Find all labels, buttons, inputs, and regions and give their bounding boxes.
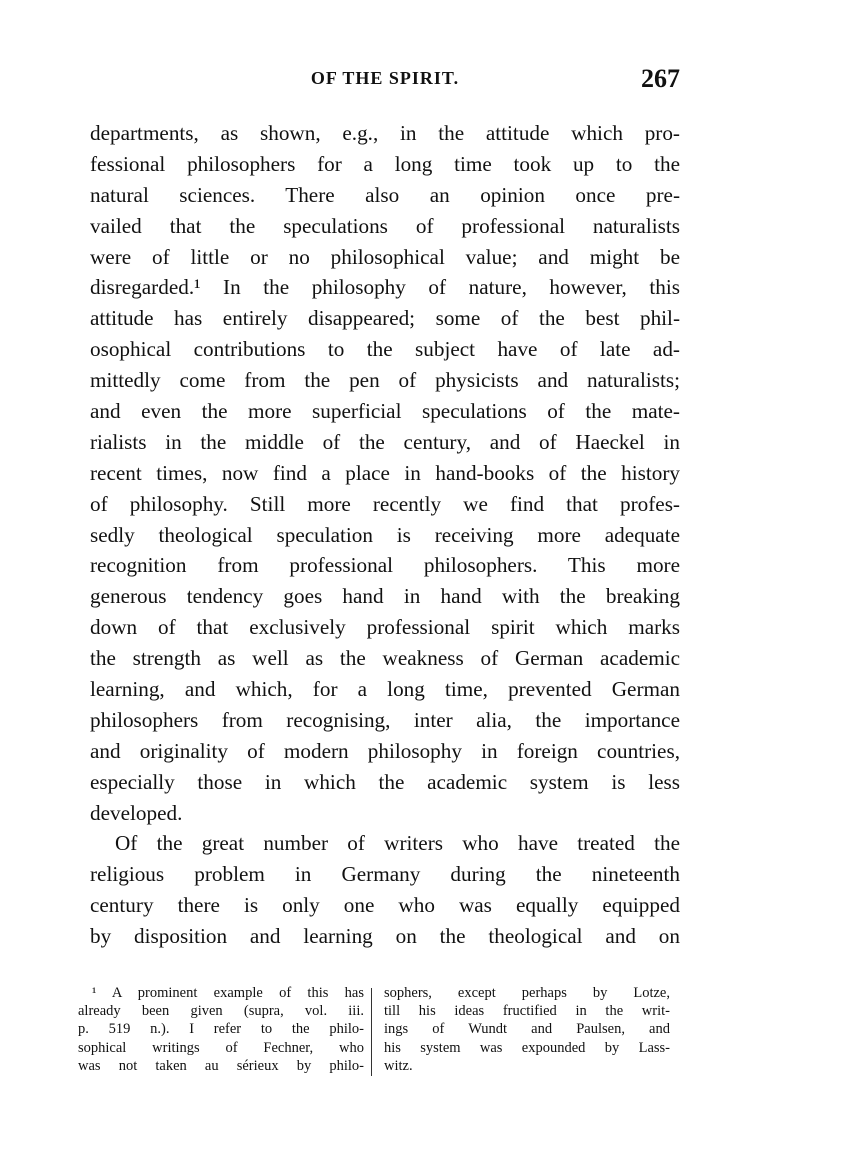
- text-line: vailed that the speculations of professional naturalists: [90, 213, 680, 238]
- text-line: osophical contributions to the subject have of late ad-: [90, 337, 680, 362]
- text-line: and originality of modern philosophy in foreign countries,: [90, 738, 680, 763]
- text-line: sedly theological speculation is receiving more adequate: [90, 522, 680, 547]
- footnote-line: sophical writings of Fechner, who: [78, 1039, 364, 1056]
- text-line: disregarded.¹ In the philosophy of nature, however, this: [90, 275, 680, 300]
- text-line: learning, and which, for a long time, prevented German: [90, 677, 680, 702]
- footnote-line: sophers, except perhaps by Lotze,: [384, 985, 670, 1001]
- footnote-column-right: [384, 984, 670, 1075]
- text-line: were of little or no philosophical value; and might be: [90, 244, 680, 269]
- text-line: and even the more superficial speculations of the mate-: [90, 399, 680, 424]
- text-line: generous tendency goes hand in hand with the breaking: [90, 584, 680, 609]
- text-line: of philosophy. Still more recently we find that profes-: [90, 491, 680, 516]
- body-text: [90, 118, 680, 952]
- text-line: rialists in the middle of the century, and of Haeckel in: [90, 429, 680, 454]
- text-line: the strength as well as the weakness of German academic: [90, 646, 680, 671]
- text-line: fessional philosophers for a long time took up to the: [90, 151, 680, 176]
- text-line: Of the great number of writers who have treated the: [115, 831, 680, 856]
- running-head: [90, 64, 680, 108]
- text-line: recent times, now find a place in hand-books of the history: [90, 460, 680, 485]
- text-line: especially those in which the academic system is less: [90, 769, 680, 794]
- text-line: religious problem in Germany during the nineteenth: [90, 862, 680, 887]
- footnote-divider: [371, 988, 372, 1076]
- text-line: attitude has entirely disappeared; some of the best phil-: [90, 306, 680, 331]
- running-title: OF THE SPIRIT.: [310, 68, 460, 88]
- page-number: 267: [641, 64, 680, 93]
- footnote-line: till his ideas fructified in the writ-: [384, 1003, 670, 1020]
- footnote-line: already been given (supra, vol. iii.: [78, 1003, 364, 1020]
- footnotes: [78, 984, 668, 1084]
- footnote-line: ings of Wundt and Paulsen, and: [384, 1021, 670, 1038]
- footnote-line: was not taken au sérieux by philo-: [78, 1057, 364, 1074]
- text-line: mittedly come from the pen of physicists and naturalists;: [90, 368, 680, 393]
- footnote-line: witz.: [384, 1057, 413, 1074]
- text-line: by disposition and learning on the theological and on: [90, 924, 680, 949]
- text-line: down of that exclusively professional spirit which marks: [90, 615, 680, 640]
- text-line: departments, as shown, e.g., in the attitude which pro-: [90, 121, 680, 145]
- footnote-column-left: [78, 984, 364, 1075]
- footnote-line: p. 519 n.). I refer to the philo-: [78, 1021, 364, 1038]
- text-line: developed.: [90, 800, 183, 825]
- footnote-line: ¹ A prominent example of this has: [92, 985, 364, 1001]
- text-line: century there is only one who was equally equipped: [90, 893, 680, 918]
- text-line: natural sciences. There also an opinion once pre-: [90, 182, 680, 207]
- text-line: philosophers from recognising, inter alia, the importance: [90, 707, 680, 732]
- text-line: recognition from professional philosophers. This more: [90, 553, 680, 578]
- footnote-line: his system was expounded by Lass-: [384, 1039, 670, 1056]
